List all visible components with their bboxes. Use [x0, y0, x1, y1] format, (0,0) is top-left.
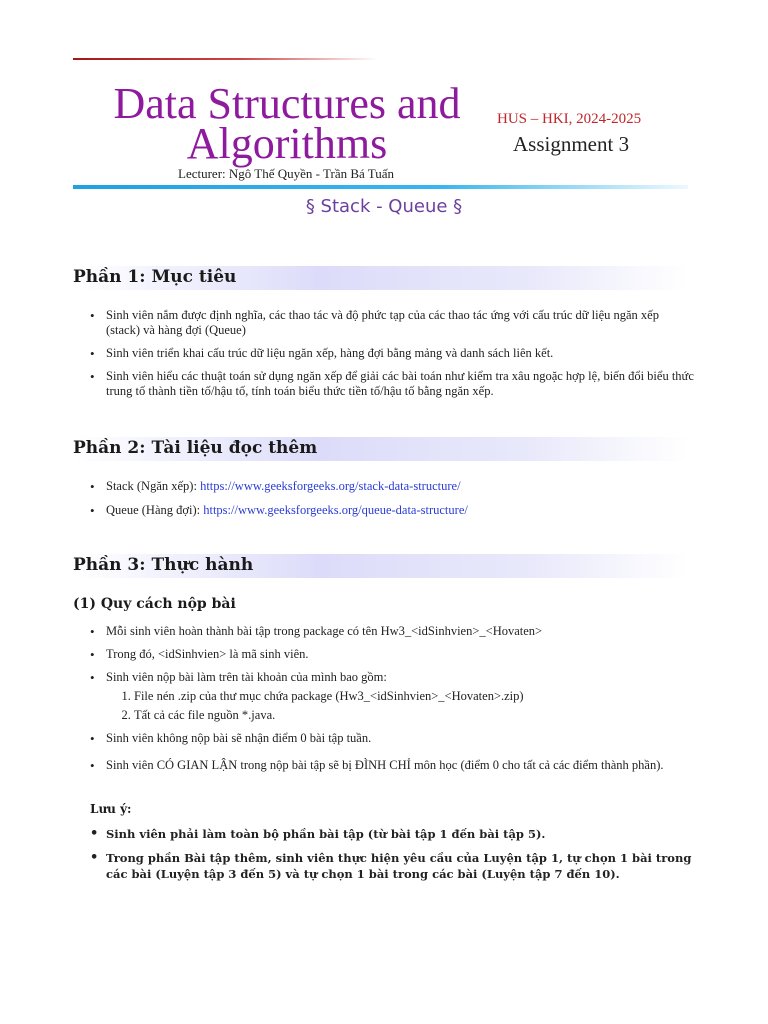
notes-list [90, 826, 695, 890]
queue-reference-link[interactable]: https://www.geeksforgeeks.org/queue-data-structure/ [203, 503, 468, 517]
section-3-heading [73, 554, 688, 578]
course-title-line1: Data Structures and [113, 79, 461, 128]
section-3-heading-text: Phần 3: Thực hành [73, 555, 254, 575]
section-1-heading-text: Phần 1: Mục tiêu [73, 267, 237, 287]
note-item: • Trong phần Bài tập thêm, sinh viên thực hiện yêu cầu của Luyện tập 1, tự chọn 1 bài trong các bài (Luyện tập 3 đến 5) và tự chọn 1 bài trong các bài (Luyện tập 7 đến 10). [90, 850, 695, 882]
submission-rules-list [90, 624, 695, 781]
course-title [92, 79, 482, 168]
list-item: • Mỗi sinh viên hoàn thành bài tập trong package có tên Hw3_<idSinhvien>_<Hovaten> [90, 624, 695, 639]
list-item: • Sinh viên triển khai cấu trúc dữ liệu ngăn xếp, hàng đợi bằng mảng và danh sách liên kết. [90, 346, 695, 361]
header-divider [73, 185, 688, 189]
stack-reference-link[interactable]: https://www.geeksforgeeks.org/stack-data-structure/ [200, 479, 461, 493]
list-item [90, 479, 695, 494]
list-item [90, 670, 695, 723]
section-2-heading [73, 437, 688, 461]
list-item: • Sinh viên không nộp bài sẽ nhận điểm 0 bài tập tuần. [90, 731, 695, 746]
top-decorative-rule [73, 58, 378, 60]
list-item: • Sinh viên hiểu các thuật toán sử dụng ngăn xếp để giải các bài toán như kiểm tra xâu ngoặc hợp lệ, biến đổi biểu thức trung tố thành tiền tố/hậu tố, tính toán biểu thức tiền tố/hậu tố bằng ngăn xếp. [90, 369, 695, 399]
numbered-item: 1. File nén .zip của thư mục chứa package (Hw3_<idSinhvien>_<Hovaten>.zip) [134, 689, 695, 704]
term-label: HUS – HKI, 2024-2025 [497, 111, 642, 127]
section-2-heading-text: Phần 2: Tài liệu đọc thêm [73, 438, 318, 458]
list-item [90, 503, 695, 518]
list-item: • Sinh viên CÓ GIAN LẬN trong nộp bài tập sẽ bị ĐÌNH CHỈ môn học (điểm 0 cho tất cả các điểm thành phần). [90, 758, 695, 773]
numbered-item: 2. Tất cả các file nguồn *.java. [134, 708, 695, 723]
list-item: • Trong đó, <idSinhvien> là mã sinh viên. [90, 647, 695, 662]
section-2-list [90, 479, 695, 526]
list-item-text: Sinh viên nộp bài làm trên tài khoản của mình bao gồm: [106, 670, 387, 684]
reference-label: Stack (Ngăn xếp): [106, 479, 201, 493]
reference-label: Queue (Hàng đợi): [106, 503, 204, 517]
section-1-list [90, 308, 695, 407]
submission-rules-heading: (1) Quy cách nộp bài [73, 596, 236, 612]
note-item: • Sinh viên phải làm toàn bộ phần bài tập (từ bài tập 1 đến bài tập 5). [90, 826, 695, 842]
lecturer-line: Lecturer: Ngô Thế Quyền - Trần Bá Tuấn [178, 166, 395, 181]
assignment-label: Assignment 3 [513, 132, 630, 156]
note-label: Lưu ý: [90, 802, 132, 816]
submission-contents-list [106, 689, 695, 723]
document-subtitle: § Stack - Queue § [305, 196, 463, 217]
section-1-heading [73, 266, 688, 290]
list-item: • Sinh viên nắm được định nghĩa, các thao tác và độ phức tạp của các thao tác ứng với cấu trúc dữ liệu ngăn xếp (stack) và hàng đợi (Queue) [90, 308, 695, 338]
course-title-line2: Algorithms [186, 119, 388, 168]
